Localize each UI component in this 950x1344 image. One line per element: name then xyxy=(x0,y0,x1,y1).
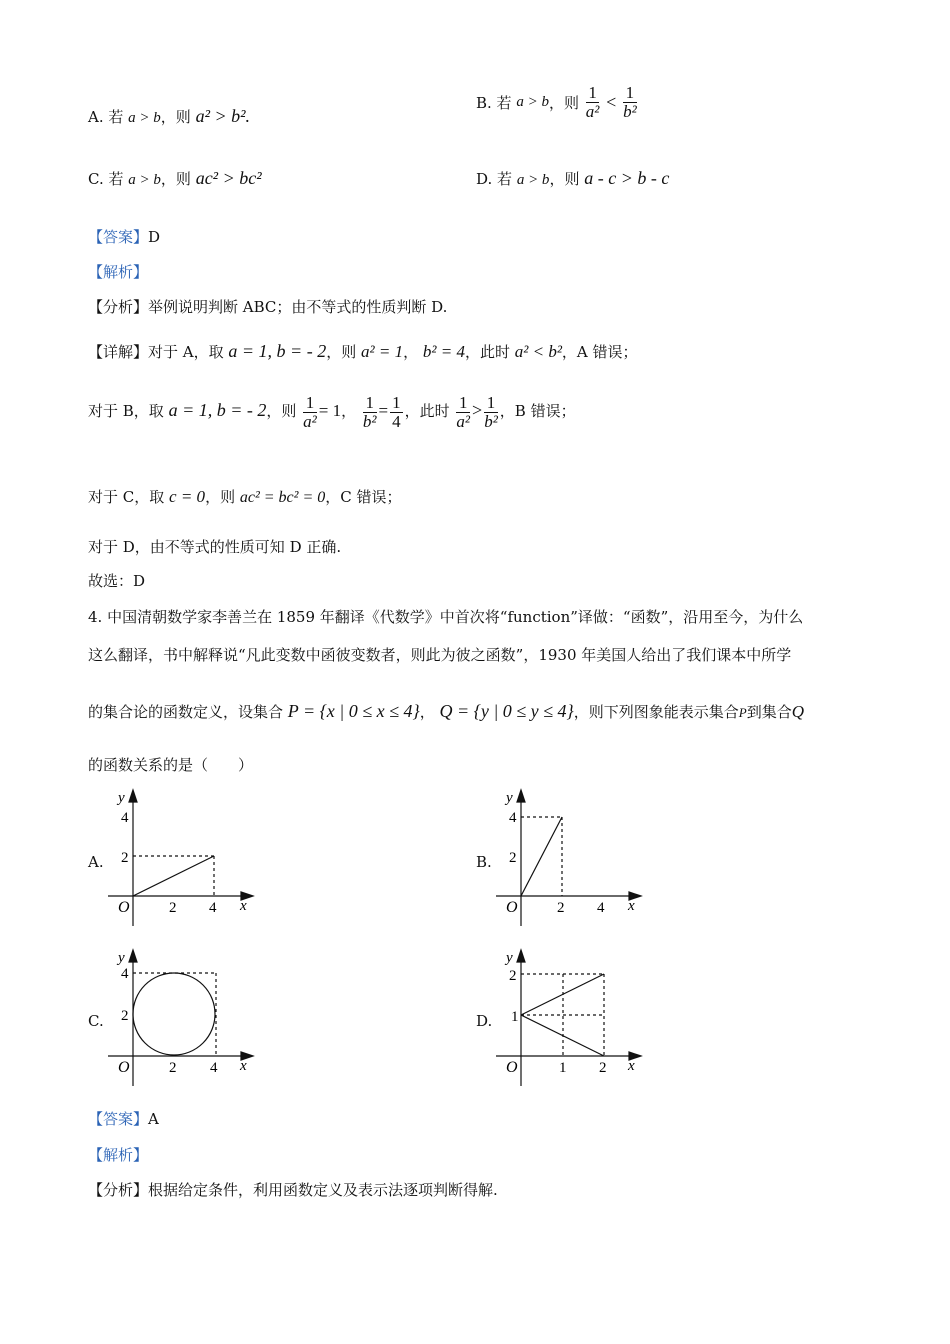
option-d-then: ，则 xyxy=(549,170,580,188)
text: ，C 错误； xyxy=(325,488,402,506)
q4-stem-line4: 的函数关系的是（ ） xyxy=(88,756,254,774)
frac: $\frac{1}{\text{b²}}$ xyxy=(362,392,377,431)
fenxi-text: 举例说明判断 ABC；由不等式的性质判断 D. xyxy=(148,298,448,316)
text: ，B 错误； xyxy=(499,402,576,420)
x-tick-2: 2 xyxy=(169,900,177,916)
x-tick-4: 4 xyxy=(209,900,217,916)
math: P xyxy=(738,705,747,720)
y-label: y xyxy=(118,950,125,966)
option-b-then: ，则 xyxy=(548,94,579,112)
x-tick-2: 2 xyxy=(557,900,565,916)
answer-value: A xyxy=(148,1110,159,1128)
option-c-cond: a > b xyxy=(128,172,161,188)
math: a = 1, b = - 2 xyxy=(168,400,267,420)
text: ，A 错误； xyxy=(561,343,638,361)
q3-detail-line3 xyxy=(88,486,402,509)
answer-tag: 【答案】 xyxy=(88,1110,149,1128)
x-tick-2: 2 xyxy=(169,1060,177,1076)
option-b-op: < xyxy=(606,92,617,112)
y-tick-4: 4 xyxy=(121,966,129,982)
option-a-expr: a² > b². xyxy=(195,106,251,126)
text: ，此时 xyxy=(404,402,450,420)
graph-c-label: C. xyxy=(88,1012,104,1030)
y-label: y xyxy=(506,790,513,806)
y-label: y xyxy=(506,950,513,966)
origin-label: O xyxy=(118,899,130,916)
math: ac² = bc² = 0 xyxy=(239,489,326,506)
fenxi-tag: 【分析】 xyxy=(88,298,149,316)
q3-detail-line4: 对于 D，由不等式的性质可知 D 正确. xyxy=(88,538,342,556)
function-line xyxy=(133,856,214,896)
frac: $\frac{1}{\text{a²}}$ xyxy=(303,392,317,431)
option-d-label: D. 若 xyxy=(476,170,513,188)
math: = 1 xyxy=(318,401,342,420)
set-p: P = {x | 0 ≤ x ≤ 4} xyxy=(287,701,420,721)
option-c xyxy=(88,168,262,189)
y-tick-2: 2 xyxy=(509,850,517,866)
option-d-cond: a > b xyxy=(516,172,550,188)
y-tick-1: 1 xyxy=(511,1009,519,1025)
q3-detail-line1 xyxy=(88,340,638,363)
math: a² = 1 xyxy=(361,342,404,361)
graph-b-label: B. xyxy=(476,853,492,871)
detail-tag: 【详解】 xyxy=(88,343,149,361)
set-q: Q = {y | 0 ≤ y ≤ 4} xyxy=(439,701,574,721)
option-b-label: B. 若 xyxy=(476,94,512,112)
x-label: x xyxy=(240,898,247,914)
option-a-label: A. 若 xyxy=(88,108,124,126)
q3-detail-line2 xyxy=(88,392,576,431)
text: ，则 xyxy=(326,343,357,361)
answer-tag: 【答案】 xyxy=(88,228,149,246)
text: ，则 xyxy=(205,488,236,506)
text: 对于 C，取 xyxy=(88,488,165,506)
graph-a xyxy=(100,786,260,926)
option-b-frac1: $\frac{1}{\text{a²}}$ xyxy=(585,83,600,121)
math: b² = 4 xyxy=(422,342,465,361)
q3-fenxi xyxy=(88,296,447,318)
option-b xyxy=(476,84,639,121)
text: 对于 B，取 xyxy=(88,402,164,420)
y-tick-2: 2 xyxy=(509,968,517,984)
function-line xyxy=(521,817,562,896)
circle xyxy=(133,973,215,1055)
x-tick-1: 1 xyxy=(559,1060,567,1076)
text: 的集合论的函数定义，设集合 xyxy=(88,703,284,721)
x-tick-4: 4 xyxy=(210,1060,218,1076)
text: ，则 xyxy=(266,402,297,420)
q4-fenxi xyxy=(88,1179,498,1201)
text: 到集合 xyxy=(746,703,792,721)
x-label: x xyxy=(628,898,635,914)
math: Q xyxy=(791,702,804,721)
option-c-label: C. 若 xyxy=(88,170,124,188)
x-tick-2: 2 xyxy=(599,1060,607,1076)
option-d-expr: a - c > b - c xyxy=(584,168,670,188)
origin-label: O xyxy=(506,1059,518,1076)
origin-label: O xyxy=(118,1059,130,1076)
graph-d-label: D. xyxy=(476,1012,493,1030)
option-d xyxy=(476,168,669,189)
graph-d xyxy=(488,946,648,1086)
option-a-cond: a > b xyxy=(128,110,161,126)
text: ， xyxy=(403,343,419,361)
q3-analysis-tag: 【解析】 xyxy=(88,263,149,281)
option-b-cond: a > b xyxy=(516,94,549,110)
fenxi-tag: 【分析】 xyxy=(88,1181,149,1199)
q3-choose: 故选：D xyxy=(88,572,146,590)
text: 对于 A，取 xyxy=(148,343,224,361)
option-c-expr: ac² > bc² xyxy=(195,168,262,188)
x-tick-4: 4 xyxy=(597,900,605,916)
frac: $\frac{1}{\text{b²}}$ xyxy=(484,392,498,431)
y-arrow xyxy=(129,790,137,802)
q4-stem-line3 xyxy=(88,700,804,724)
x-label: x xyxy=(628,1058,635,1074)
y-tick-2: 2 xyxy=(121,850,129,866)
text: ，此时 xyxy=(464,343,510,361)
y-label: y xyxy=(118,790,125,806)
q4-analysis-tag: 【解析】 xyxy=(88,1146,149,1164)
text: ， xyxy=(341,402,357,420)
option-a xyxy=(88,106,250,127)
q3-answer xyxy=(88,226,160,248)
q4-answer xyxy=(88,1108,159,1130)
q4-stem-line2: 这么翻译，书中解释说“凡此变数中函彼变数者，则此为彼之函数”，1930 年美国人给出了我们课本中所学 xyxy=(88,646,792,664)
frac: $\frac{1}{4}$ xyxy=(392,392,401,431)
graph-a-label: A. xyxy=(88,853,104,871)
option-b-frac2: $\frac{1}{\text{b²}}$ xyxy=(623,83,637,121)
math: c = 0 xyxy=(169,487,206,506)
math: = xyxy=(378,401,389,420)
text: ，则下列图象能表示集合 xyxy=(573,703,739,721)
q4-stem-line1: 4. 中国清朝数学家李善兰在 1859 年翻译《代数学》中首次将“function”译做：“函数”，沿用至今，为什么 xyxy=(88,608,804,626)
graph-b xyxy=(488,786,648,926)
option-c-then: ，则 xyxy=(160,170,191,188)
answer-value: D xyxy=(148,228,161,246)
math: a² < b² xyxy=(514,342,562,361)
y-tick-4: 4 xyxy=(509,810,517,826)
option-a-then: ，则 xyxy=(160,108,191,126)
math: a = 1, b = - 2 xyxy=(228,341,327,361)
fenxi-text: 根据给定条件，利用函数定义及表示法逐项判断得解. xyxy=(148,1181,498,1199)
math: > xyxy=(472,400,483,420)
origin-label: O xyxy=(506,899,518,916)
y-tick-4: 4 xyxy=(121,810,129,826)
text: ， xyxy=(419,703,435,721)
y-tick-2: 2 xyxy=(121,1008,129,1024)
x-label: x xyxy=(240,1058,247,1074)
graph-c xyxy=(100,946,260,1086)
frac: $\frac{1}{\text{a²}}$ xyxy=(456,392,471,431)
